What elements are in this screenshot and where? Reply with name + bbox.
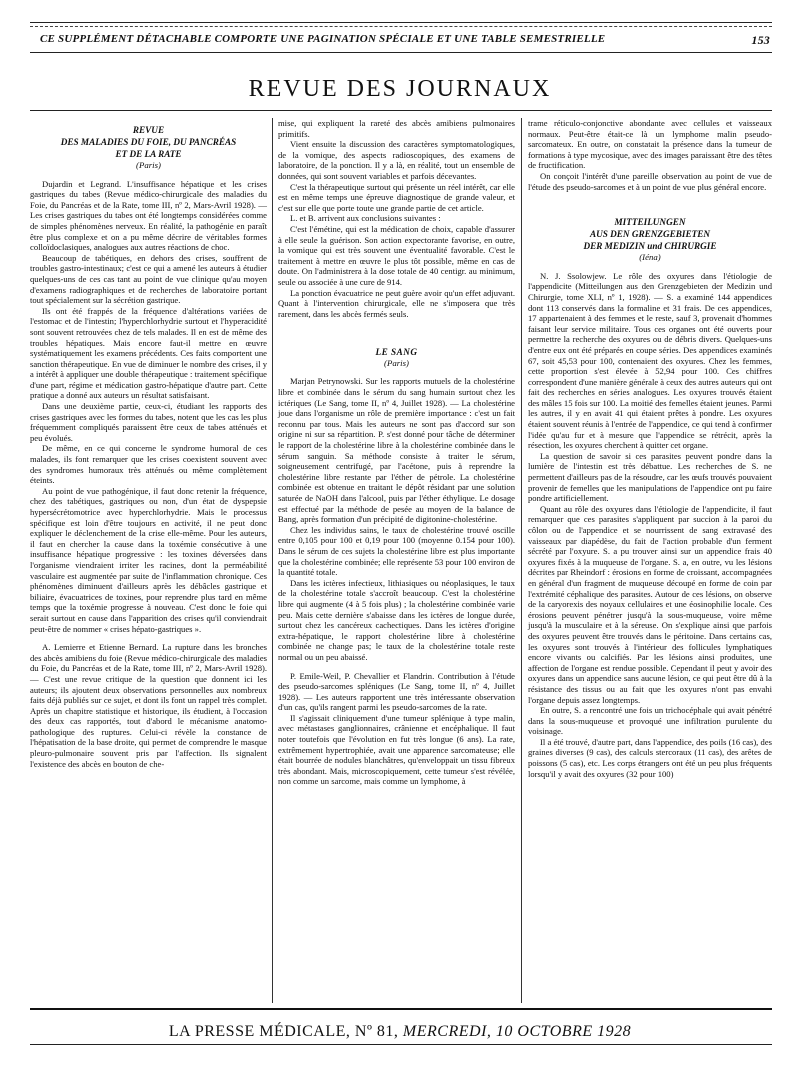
paragraph: trame réticulo-conjonctive abondante avec cellules et vaisseaux normaux. Peut-être était-ce là un lymphome malin pseudo-sarcomateux. En outre, on constatait la présence dans la tumeur de formations à type mycosique, avec des images paraissant être des têtes de fructification. bbox=[528, 118, 772, 171]
paragraph: De même, en ce qui concerne le syndrome humoral de ces malades, ils font remarquer que les crises coexistent souvent avec des syndromes humoraux très atténués ou même complètement éteints. bbox=[30, 443, 267, 486]
paragraph: N. J. Ssolowjew. Le rôle des oxyures dans l'étiologie de l'appendicite (Mitteilungen aus den Grenzgebieten der Medizin und Chirurgie, tome XLI, nº 1, 1928). — S. a examiné 144 appendices dont 113 conservés dans la formaline et 31 frais. De ces appendices, 17 appartenaient à des femmes et le reste, sauf 3, provenait d'hommes faisant leur service militaire. Tous ces organes ont été ouverts pour permettre la recherche des oxyures ou de débris divers. Quelques-uns d'entre eux ont été préparés en coupe séries. Des appendices examinés 67, soit 45,53 pour 100, contenaient des oxyures. Chez les femmes, cette proportion s'est élevée à 52,94 pour 100. Ces chiffres correspondent d'une manière générale à ceux des autres auteurs qui ont fait des recherches en séries analogues. Les oxyures trouvés étaient des mâles 15 fois sur 100. La moitié des femelles étaient jeunes. Parmi les autres, il y en avait 41 qui étaient prêtes à pondre. Les oxyures étaient souvent réunis à l'entrée de l'appendice, ce qui tend à confirmer l'idée qu'au fur et à mesure que l'appendice se rétrécit, après la résection, les oxyures cherchent à quitter cet organe. bbox=[528, 270, 772, 451]
paragraph: Ils ont été frappés de la fréquence d'altérations variées de l'estomac et de l'intestin; l'hyperchlorhydrie surtout et l'hyperacidité sont souvent retrouvées chez de tels malades. Il en est de même des troubles hépatiques. Mais encore faut-il mettre en œuvre systématiquement les examens précédents. Ces faits comportent une sanction thérapeutique. En vue de diminuer le nombre des crises, il y a intérêt à appliquer une double thérapeutique : traitement spécifique d'une part, régime et médication gastro-hépatique d'autre part. Cette pratique a donné aux auteurs un résultat satisfaisant. bbox=[30, 305, 267, 401]
paragraph: L. et B. arrivent aux conclusions suivantes : bbox=[290, 213, 441, 224]
page-title: REVUE DES JOURNAUX bbox=[248, 76, 552, 102]
column-2 bbox=[278, 118, 515, 787]
section-place: (Paris) bbox=[384, 357, 409, 368]
footer-journal: LA PRESSE MÉDICALE, Nº 81, bbox=[168, 1023, 399, 1040]
top-rule bbox=[30, 22, 772, 23]
paragraph: Au point de vue pathogénique, il faut donc retenir la fréquence, chez des tabétiques, gastriques ou non, d'un état de dyspepsie hypersécrétomotrice avec hyperchlorhydrie. Mais le processus spécifique est loin d'être toujours en activité, il ne peut donc expliquer le déclenchement de la crise elle-même. Pour les auteurs, il faut en chercher la cause dans la toxémie consécutive à une insuffisance hépatique progressive : les toxines déversées dans l'organisme viendraient irriter les racines, dont la perméabilité vasculaire est augmentée par suite de l'inflammation chronique. Ces phénomènes diminuent d'ailleurs après les débâcles gastrique et biliaire, évacuatrices de toxines, pour reprendre plus tard en même temps que la toxémie progresse à nouveau. C'est donc le foie qui serait surtout en cause dans l'apparition des crises qu'il conviendrait peut-être de nommer « crises hépato-gastriques ». bbox=[30, 485, 267, 634]
section-place: (Iéna) bbox=[639, 252, 661, 263]
paragraph: mise, qui expliquent la rareté des abcès amibiens pulmonaires primitifs. bbox=[278, 118, 515, 139]
paragraph: P. Emile-Weil, P. Chevallier et Flandrin. Contribution à l'étude des pseudo-sarcomes spléniques (Le Sang, tome II, nº 4, Juillet 1928). — Les auteurs rapportent une très intéressante observation d'un cas, qu'ils rangent parmi les pseudo-sarcomes de la rate. bbox=[278, 670, 515, 713]
page-footer bbox=[0, 1023, 800, 1041]
column-divider bbox=[521, 118, 522, 1003]
paragraph: Quant au rôle des oxyures dans l'étiologie de l'appendicite, il faut remarquer que ces parasites s'appliquent par succion à la paroi du côlon ou de l'appendice et se nourrissent de sang extravasé des vaisseaux par diapédèse, du fait de l'action probable d'un ferment sécrété par l'oxyure. S. a pu trouver ainsi sur un appendice frais 40 oxyures fixés à la muqueuse de l'organe. S. a, en outre, vu les lésions décrites par Rheindorf : érosions en forme de croissant, accompagnées en général d'un fragment de muqueuse découpé en forme de coin par l'extrémité céphalique des parasites. Autour de ces lésions, on observe de la caryorexis des noyaux cellulaires et une éosinophilie locale. Ces érosions peuvent pénétrer jusqu'à la sous-muqueuse, voire même jusqu'à la musculaire et à la séreuse. On s'explique ainsi que parfois des oxyures peuvent être trouvés dans le péritoine. Dans certains cas, les oxyures sont trouvés à l'intérieur des follicules lymphatiques encore vivants ou calcifiés. Par les lésions ainsi produites, une affection de l'organe est rendue possible. Cependant il peut y avoir des oxyures dans un appendice sans aucune lésion, ce qui peut être dû à la résistance des tissus ou au fait que les oxyures n'ont pas envahi l'organe depuis assez longtemps. bbox=[528, 503, 772, 705]
paragraph: C'est l'émétine, qui est la médication de choix, capable d'assurer à elle seule la guérison. Son action expectorante favorise, en outre, la vomique qui est très souvent une éventualité favorable. C'est le traitement à mettre en œuvre le plus tôt possible, même en cas de doute. On l'administrera à la dose totale de 40 centigr. au minimum, seule ou associée à une cure de 914. bbox=[278, 223, 515, 287]
paragraph: Marjan Petrynowski. Sur les rapports mutuels de la cholestérine libre et combinée dans le sérum du sang humain surtout chez les ictériques (Le Sang, tome II, nº 4, Juillet 1928). — La cholestérine joue dans l'organisme un rôle de première importance : c'est un fait reconnu par tous. Mais les auteurs ne sont pas d'accord sur son origine ni sur sa répartition. P. s'est donné pour tâche de déterminer le rapport de la cholestérine libre à la cholestérine combinée dans le sérum sanguin. Sa méthode consiste à traiter le sérum, soigneusement centrifugé, par l'acétone, puis à reprendre la cholestérine libre restante par l'éther de pétrole. La cholestérine combinée est obtenue en traitant le dépôt résidant par une solution saturée de NaOH dans l'alcool, puis par l'éther éthylique. Le dosage est effectué par la méthode de pesée au moyen de la balance de Bang, après formation d'un précipité de digitonine-cholestérine. bbox=[278, 376, 515, 525]
section-place: (Paris) bbox=[136, 160, 161, 170]
paragraph: Chez les individus sains, le taux de cholestérine trouvé oscille entre 0,105 pour 100 et 0,19 pour 100 (moyenne 0.154 pour 100). Dans le sérum de ces sujets la cholestérine libre est plus importante que la cholestérine combinée; elle représente 53 pour 100 environ de la quantité totale. bbox=[278, 524, 515, 578]
paragraph: La ponction évacuatrice ne peut guère avoir qu'un effet adjuvant. Quant à l'intervention chirurgicale, elle ne s'imposera que très rarement, dans les abcès fermés seuls. bbox=[278, 287, 515, 319]
section-heading: LE SANG bbox=[375, 347, 418, 358]
paragraph: Beaucoup de tabétiques, en dehors des crises, souffrent de troubles gastro-intestinaux; c'est ce qui a amené les auteurs à étudier quelques-uns de ces cas tant au point de vue clinique qu'au moyen d'examens radiographiques et de recherches de laboratoire portant tout spécialement sur la sécrétion gastrique. bbox=[30, 252, 267, 306]
paragraph: La question de savoir si ces parasites peuvent pondre dans la lumière de l'intestin est très débattue. Les recherches de S. ne permettent d'ailleurs pas de la résoudre, car les œufs trouvés pouvaient provenir de femelles que les manipulations de l'appendice ont pu faire pondre artificiellement. bbox=[528, 450, 772, 504]
paragraph: Dujardin et Legrand. L'insuffisance hépatique et les crises gastriques du tabes (Revue médico-chirurgicale des maladies du Foie, du Pancréas et de la Rate, tome III, nº 2, Mars-Avril 1928). — Les crises gastriques du tabes ont été longtemps considérées comme de simples phénomènes nerveux. En réalité, la pathogénie en paraît être plus complexe et on a pu même décrire de véritables formes colloïdoclasiques, analogues aux autres réactions de choc. bbox=[30, 178, 267, 253]
title-bottom-rule bbox=[30, 110, 772, 111]
paragraph: On conçoit l'intérêt d'une pareille observation au point de vue de l'étude des pseudo-sarcomes et à un point de vue plus général encore. bbox=[528, 170, 772, 192]
paragraph: A. Lemierre et Etienne Bernard. La rupture dans les bronches des abcès amibiens du foie (Revue médico-chirurgicale des maladies du Foie, du Pancréas et de la Rate, tome III, nº 2, Mars-Avril 1928). — C'est une revue critique de la question que donnent ici les auteurs; ils ajoutent deux observations personnelles aux nombreux faits déjà publiés sur ce sujet, et dont ils font un rappel très complet. Après un chapitre statistique et historique, ils étudient, à l'occasion des deux cas rapportés, tout d'abord le mécanisme anatomo-pathologique des ruptures. Celui-ci révèle la constance de l'hépatisation de la base droite, qui permet de comprendre le masque pleuro-pulmonaire souvent pris par l'affection. Ils signalent l'existence des abcès en bouton de che- bbox=[30, 642, 267, 769]
section-heading: REVUE DES MALADIES DU FOIE, DU PANCRÉAS ET DE LA RATE bbox=[60, 125, 237, 159]
paragraph: Dans une deuxième partie, ceux-ci, étudiant les rapports des crises gastriques avec les formes du tabes, notent que les cas les plus fréquemment compliqués paraissent être ceux de tabes atténués et peu évolués. bbox=[30, 401, 267, 443]
footer-date: MERCREDI, 10 OCTOBRE 1928 bbox=[402, 1023, 632, 1040]
top-dashed-rule bbox=[30, 26, 772, 27]
paragraph: Il s'agissait cliniquement d'une tumeur splénique à type malin, avec métastases ganglionnaires, crânienne et encéphalique. Il faut noter toutefois que l'évolution en fut très longue (6 ans). La rate, extrêmement hypertrophiée, avait une apparence sarcomateuse; elle était bourrée de nodules blanchâtres, qu'enveloppait un tissu fibreux très abondant. Mais, microscopiquement, cette tumeur s'est révélée, non comme un sarcome, mais comme un lymphome, à bbox=[278, 712, 515, 787]
footer-top-rule bbox=[30, 1008, 772, 1010]
header-notice: CE SUPPLÉMENT DÉTACHABLE COMPORTE UNE PAGINATION SPÉCIALE ET UNE TABLE SEMESTRIELLE bbox=[40, 33, 606, 45]
footer-bottom-rule bbox=[30, 1044, 772, 1045]
running-header bbox=[40, 33, 770, 47]
column-1 bbox=[30, 118, 267, 769]
paragraph: C'est la thérapeutique surtout qui présente un réel intérêt, car elle est en même temps une épreuve diagnostique de grande valeur, et c'est sur elle que porte toute une grande partie de cet article. bbox=[278, 181, 515, 213]
header-bottom-rule bbox=[30, 52, 772, 53]
column-3 bbox=[528, 118, 772, 779]
paragraph: Vient ensuite la discussion des caractères symptomatologiques, de la vomique, des aspects radioscopiques, des examens de laboratoire, de la ponction. Il y a là, en réalité, tout un ensemble de données, qui sont souvent variables et parfois décevantes. bbox=[278, 139, 515, 181]
column-divider bbox=[272, 118, 273, 1003]
section-heading: MITTEILUNGEN AUS DEN GRENZGEBIETEN DER MEDIZIN und CHIRURGIE bbox=[583, 217, 717, 252]
paragraph: En outre, S. a rencontré une fois un trichocéphale qui avait pénétré dans la sous-muqueuse et provoqué une infiltration purulente du voisinage. bbox=[528, 705, 772, 737]
paragraph: Il a été trouvé, d'autre part, dans l'appendice, des poils (16 cas), des graines diverses (9 cas), des calculs stercoraux (11 cas), des arêtes de poissons (5 cas), etc. Les corps étrangers ont été un peu plus fréquents lorsqu'il y avait des oxyures (32 pour 100) bbox=[528, 736, 772, 779]
page-number: 153 bbox=[751, 33, 770, 47]
paragraph: Dans les ictères infectieux, lithiasiques ou néoplasiques, le taux de la cholestérine totale s'accroît beaucoup. C'est la cholestérine libre qui augmente (4 à 5 fois plus) ; la cholestérine combinée varie peu. Mais cette dernière s'abaisse dans les ictères de longue durée, surtout chez les cancéreux cachectiques. Dans les ictères d'origine extra-hépatique, le rapport cholestérine libre à cholestérine combinée ne change pas; le taux de la cholestérine totale reste normal ou un peu abaissé. bbox=[278, 577, 515, 662]
